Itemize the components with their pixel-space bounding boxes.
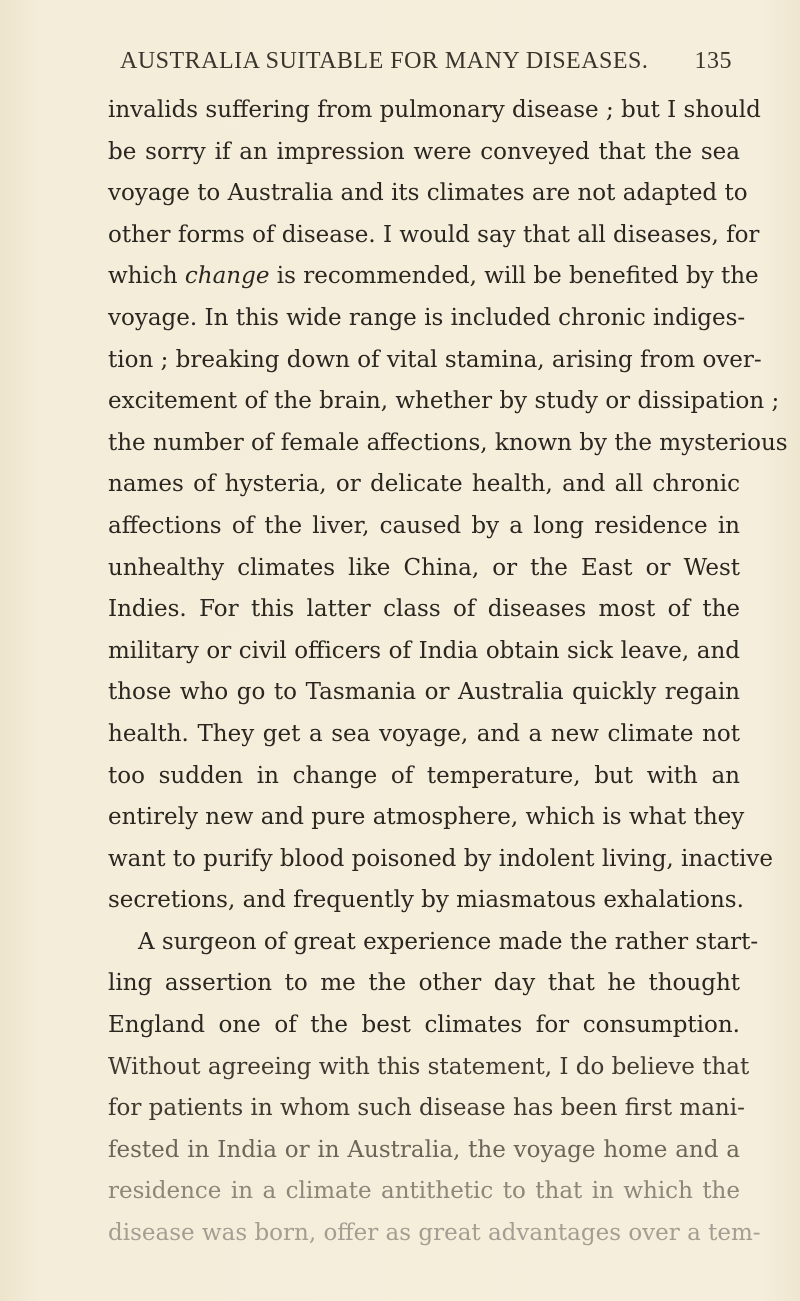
body-text xyxy=(108,90,788,1255)
page-header xyxy=(120,48,732,88)
text-line: England one of the best climates for consumption. xyxy=(108,1012,740,1039)
text-line: secretions, and frequently by miasmatous exhalations. xyxy=(108,887,744,914)
text-line: tion ; breaking down of vital stamina, arising from over- xyxy=(108,346,762,373)
text-line: fested in India or in Australia, the voyage home and a xyxy=(108,1136,740,1163)
text-line: military or civil officers of India obtain sick leave, and xyxy=(108,637,740,664)
text-line: too sudden in change of temperature, but with an xyxy=(108,762,740,789)
text-line: Without agreeing with this statement, I do believe that xyxy=(108,1053,750,1080)
text-line xyxy=(108,256,759,298)
text-line: disease was born, offer as great advantages over a tem- xyxy=(108,1220,761,1247)
text-line: ling assertion to me the other day that he thought xyxy=(108,970,740,997)
text-line: health. They get a sea voyage, and a new climate not xyxy=(108,720,740,747)
text-line: names of hysteria, or delicate health, and all chronic xyxy=(108,471,740,498)
text-line: voyage to Australia and its climates are not adapted to xyxy=(108,180,748,207)
text-line: affections of the liver, caused by a long residence in xyxy=(108,512,740,539)
page-number: 135 xyxy=(694,48,732,74)
text-line: invalids suffering from pulmonary disease ; but I should xyxy=(108,97,761,123)
text-word: which xyxy=(108,263,178,290)
text-line: other forms of disease. I would say that all diseases, for xyxy=(108,221,760,248)
text-line: want to purify blood poisoned by indolent living, inactive xyxy=(108,845,774,872)
text-line: entirely new and pure atmosphere, which is what they xyxy=(108,804,745,831)
text-line: for patients in whom such disease has been first mani- xyxy=(108,1095,745,1122)
text-line: excitement of the brain, whether by study or dissipation ; xyxy=(108,388,780,415)
italic-word: change xyxy=(184,263,270,290)
text-line: A surgeon of great experience made the rather start- xyxy=(138,928,759,955)
running-title: AUSTRALIA SUITABLE FOR MANY DISEASES. xyxy=(120,48,649,74)
text-line: Indies. For this latter class of diseases most of the xyxy=(108,596,740,623)
text-word: is recommended, will be benefited by the xyxy=(276,263,759,290)
text-line: residence in a climate antithetic to that in which the xyxy=(108,1178,740,1205)
text-line: voyage. In this wide range is included chronic indiges- xyxy=(108,304,746,331)
text-line: the number of female affections, known by the mysterious xyxy=(108,429,788,456)
text-line: unhealthy climates like China, or the East or West xyxy=(108,554,740,581)
text-line: be sorry if an impression were conveyed that the sea xyxy=(108,138,740,165)
text-line: those who go to Tasmania or Australia quickly regain xyxy=(108,679,740,706)
